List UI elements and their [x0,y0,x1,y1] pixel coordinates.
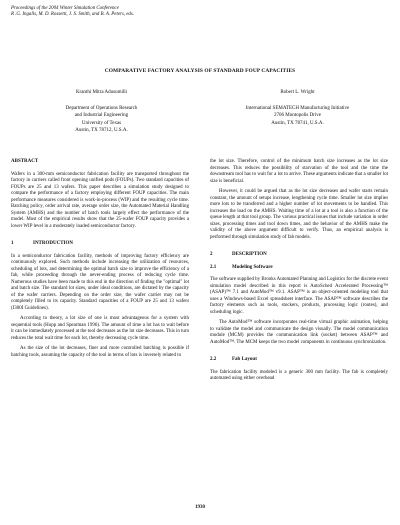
right-column [210,159,388,387]
author-name: Kranthi Mitra Adusumilli [75,90,128,95]
section-number: 2.1 [210,264,217,270]
paper-title: COMPARATIVE FACTORY ANALYSIS OF STANDARD FOUP CAPACITIES [104,68,296,74]
section-number: 2 [210,252,213,257]
paragraph: However, it could be argued that as the lot size decreases and wafer starts remain constant, the amount of setups increase, lengthening cycle time. Smaller lot size implies more lots to be transferred and a higher number of lot movements to be handled. This increases the load on the AMHS. Waiting time of a lot at a tool is also a function of the queue length at that tool group. The various practical issues that include variation in order sizes, processing times and tool down times, and the behavior of the AMHS make the validity of the above argument difficult to verify. Thus, an empirical analysis is performed through simulation study of fab models. [210,189,388,240]
abstract-text: Wafers in a 300-mm semiconductor fabrication facility are transported throughout the factory in carriers called front opening unified pods (FOUPs). Two standard capacities of FOUPs are 25 and 13 wafers. This paper describes a simulation study designed to compare the performance of a factory employing different FOUP capacities. The main performance measures considered is work-in-process (WIP) and the resulting cycle time. Batching policy, order arrival rate, average order size, the Automated Material Handling System (AMHS) and the number of batch tools largely effect the performance of the model. Most of the empirical results show that the 25-wafer FOUP capacity provides a lower WIP level in a moderately loaded semiconductor factory. [11,171,189,229]
proceedings-line-2: R .G. Ingalls, M. D. Rossetti, J. S. Smith, and B. A. Peters, eds. [11,12,134,18]
paragraph: the lot size. Therefore, control of the minimum batch size increases as the lot size decreases. This reduces the possibility of starvation of the tool and the time the downstream tool has to wait for a lot to arrive. These arguments indicate that a smaller lot size is beneficial. [210,159,388,184]
proceedings-line-1: Proceedings of the 2004 Winter Simulation Conference [11,6,119,11]
section-title: Modeling Software [232,264,273,270]
abstract-heading-text: ABSTRACT [11,159,39,164]
author-affiliation: Austin, TX 78741, U.S.A. [271,120,324,126]
section-heading-introduction [11,241,189,248]
paragraph: As the size of the lot decreases, finer and more controlled batching is possible if batching tools, assuming the capacity of the tool in terms of lots is inversely related to [11,346,189,358]
abstract-heading [11,159,189,166]
author-affiliation: University of Texas [81,120,122,126]
proceedings-header [11,6,134,18]
page-number: 1930 [195,505,205,510]
paragraph: According to theory, a lot size of one is most advantageous for a system with sequential tools (Hopp and Spearman 1996). The amount of time a lot has to wait before it can be immediately processed at the tool decreases as the lot size decreases. This in turn reduces the total wait time for each lot, thereby decreasing cycle time. [11,316,190,341]
subsection-heading-modeling-software [210,265,388,272]
author-affiliation: International SEMATECH Manufacturing Initiative [245,105,350,111]
paragraph: The fabrication facility modeled is a generic 300 mm facility. The fab is completely automated using either overhead [210,369,388,381]
author-name: Robert L. Wright [280,90,315,95]
author-affiliation: and Industrial Engineering [74,113,129,119]
paragraph: In a semiconductor fabrication facility, methods of improving factory efficiency are continuously explored. Such methods include increasing the utilization of resources, scheduling of lots, and determining the optimal batch size to improve the efficiency of a fab, while proceeding through the never-ending process of reducing cycle time. Numerous studies have been made to this end in the direction of finding the "optimal" lot and batch size. The standard lot sizes, under ideal conditions, are dictated by the capacity of the wafer carriers. Depending on the order size, the wafer carrier may not be completely filled to its capacity. Standard capacities of a FOUP are 25 and 13 wafers (I300I Guidelines). [11,253,189,311]
author-affiliation: Austin, TX 78712, U.S.A. [75,128,128,134]
section-number: 2.2 [210,357,217,362]
subsection-heading-fab-layout [210,357,388,364]
section-title: INTRODUCTION [33,241,74,246]
author-affiliation: Department of Operations Research [65,105,138,111]
author-affiliation: 2706 Montopolis Drive [274,113,321,119]
left-column [11,159,189,363]
section-number: 1 [11,241,14,246]
author-block-left [14,89,189,135]
paragraph: The AutoMod™ software incorporates real-time virtual graphic animation, helping to validate the model and communicate the design visually. The model communication module (MCM) provides the communication link (socket) between ASAP™ and AutoMod™. The MCM keeps the two model components in continuous synchronization. [210,320,388,345]
section-title: DESCRIPTION [232,252,267,257]
author-block-right [210,89,385,127]
section-title: Fab Layout [232,357,257,362]
paragraph: The software supplied by Brooks Automated Planning and Logistics for the discrete event simulation model described in this report is AutoSched Accelerated Processing™ (ASAP)™ 7.1 and AutoMod™ v9.1. ASAP™ is an object-oriented modeling tool that uses a Windows-based Excel spreadsheet interface. The ASAP™ software describes the factory elements such as tools, stockers, products, processing logic (routes), and scheduling logic. [210,277,388,315]
section-heading-description [210,252,388,259]
